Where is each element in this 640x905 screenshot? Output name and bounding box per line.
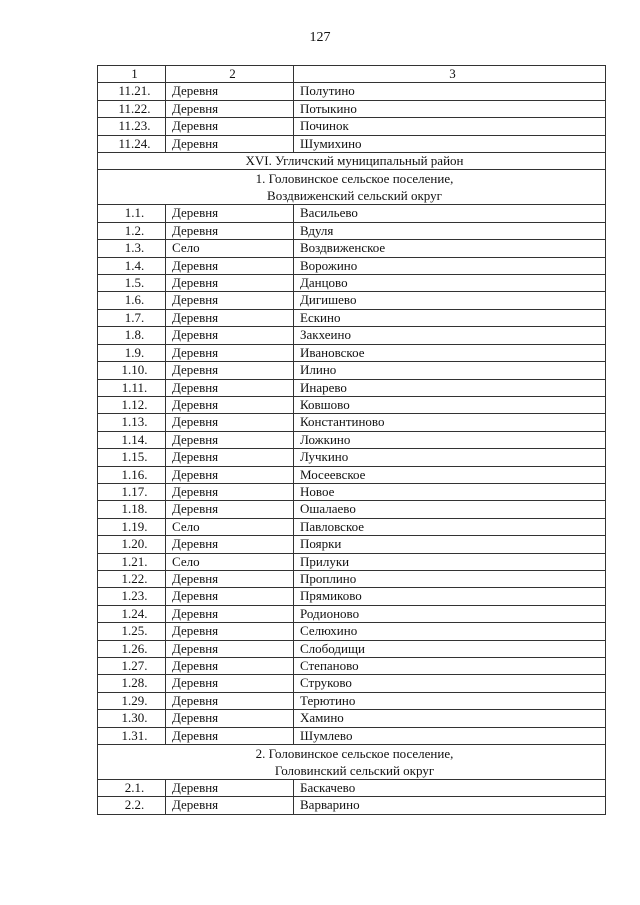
settlement-type: Деревня	[166, 222, 294, 239]
table-row	[98, 379, 606, 396]
row-number: 1.14.	[98, 431, 166, 448]
settlement-name: Терютино	[294, 692, 606, 709]
settlement-name: Вдуля	[294, 222, 606, 239]
settlement-name: Дигишево	[294, 292, 606, 309]
table-row	[98, 205, 606, 222]
table-row	[98, 292, 606, 309]
table-row	[98, 362, 606, 379]
section-title: XVI. Угличский муниципальный район	[98, 153, 606, 170]
settlement-type: Село	[166, 240, 294, 257]
settlement-type: Деревня	[166, 605, 294, 622]
settlement-name: Данцово	[294, 275, 606, 292]
settlement-type: Деревня	[166, 414, 294, 431]
settlement-name: Селюхино	[294, 623, 606, 640]
settlement-name: Ескино	[294, 309, 606, 326]
table-row	[98, 344, 606, 361]
settlement-type: Деревня	[166, 570, 294, 587]
table-row	[98, 780, 606, 797]
row-number: 1.15.	[98, 449, 166, 466]
row-number: 11.21.	[98, 83, 166, 100]
settlement-name: Инарево	[294, 379, 606, 396]
row-number: 1.10.	[98, 362, 166, 379]
settlement-name: Закхеино	[294, 327, 606, 344]
settlement-name: Ковшово	[294, 396, 606, 413]
settlement-type: Деревня	[166, 449, 294, 466]
subsection-row	[98, 745, 606, 780]
settlement-type: Деревня	[166, 501, 294, 518]
settlement-type: Деревня	[166, 362, 294, 379]
settlement-type: Деревня	[166, 292, 294, 309]
table-row	[98, 658, 606, 675]
column-number-row	[98, 66, 606, 83]
settlement-type: Деревня	[166, 100, 294, 117]
settlement-type: Деревня	[166, 309, 294, 326]
table-row	[98, 222, 606, 239]
row-number: 1.8.	[98, 327, 166, 344]
row-number: 1.21.	[98, 553, 166, 570]
settlement-type: Деревня	[166, 780, 294, 797]
table-row	[98, 414, 606, 431]
table-row	[98, 327, 606, 344]
row-number: 1.28.	[98, 675, 166, 692]
settlement-type: Деревня	[166, 83, 294, 100]
table-row	[98, 275, 606, 292]
settlement-name: Павловское	[294, 518, 606, 535]
row-number: 2.1.	[98, 780, 166, 797]
row-number: 11.23.	[98, 118, 166, 135]
row-number: 1.25.	[98, 623, 166, 640]
column-number-2: 2	[166, 66, 294, 83]
subsection-title	[98, 170, 606, 205]
settlement-name: Мосеевское	[294, 466, 606, 483]
row-number: 1.11.	[98, 379, 166, 396]
settlement-type: Деревня	[166, 640, 294, 657]
table-row	[98, 536, 606, 553]
table-row	[98, 710, 606, 727]
column-number-1: 1	[98, 66, 166, 83]
table-row	[98, 518, 606, 535]
settlement-name: Родионово	[294, 605, 606, 622]
settlement-name: Илино	[294, 362, 606, 379]
settlement-type: Деревня	[166, 379, 294, 396]
table-row	[98, 623, 606, 640]
table-row	[98, 309, 606, 326]
table-row	[98, 466, 606, 483]
settlement-name: Потыкино	[294, 100, 606, 117]
settlement-type: Деревня	[166, 710, 294, 727]
settlement-type: Деревня	[166, 588, 294, 605]
row-number: 1.24.	[98, 605, 166, 622]
table-row	[98, 240, 606, 257]
row-number: 1.3.	[98, 240, 166, 257]
row-number: 1.17.	[98, 483, 166, 500]
table-row	[98, 257, 606, 274]
settlement-type: Деревня	[166, 727, 294, 744]
table-row	[98, 449, 606, 466]
row-number: 1.22.	[98, 570, 166, 587]
row-number: 1.16.	[98, 466, 166, 483]
settlement-name: Струково	[294, 675, 606, 692]
settlement-name: Степаново	[294, 658, 606, 675]
table-body	[98, 66, 606, 815]
settlement-name: Новое	[294, 483, 606, 500]
settlement-name: Ложкино	[294, 431, 606, 448]
settlement-type: Деревня	[166, 797, 294, 814]
settlement-type: Деревня	[166, 431, 294, 448]
settlement-name: Шумлево	[294, 727, 606, 744]
table-row	[98, 135, 606, 152]
row-number: 11.24.	[98, 135, 166, 152]
settlement-type: Деревня	[166, 327, 294, 344]
settlement-name: Поярки	[294, 536, 606, 553]
row-number: 1.29.	[98, 692, 166, 709]
row-number: 1.13.	[98, 414, 166, 431]
settlements-table	[97, 65, 606, 815]
settlement-type: Село	[166, 518, 294, 535]
settlement-name: Варварино	[294, 797, 606, 814]
table-row	[98, 431, 606, 448]
row-number: 1.23.	[98, 588, 166, 605]
row-number: 1.9.	[98, 344, 166, 361]
settlement-type: Деревня	[166, 483, 294, 500]
row-number: 1.2.	[98, 222, 166, 239]
settlement-type: Деревня	[166, 692, 294, 709]
settlement-type: Деревня	[166, 466, 294, 483]
row-number: 1.12.	[98, 396, 166, 413]
settlement-type: Деревня	[166, 536, 294, 553]
settlement-name: Прямиково	[294, 588, 606, 605]
settlement-name: Васильево	[294, 205, 606, 222]
settlement-name: Проплино	[294, 570, 606, 587]
settlement-name: Константиново	[294, 414, 606, 431]
settlement-type: Деревня	[166, 658, 294, 675]
settlement-name: Ивановское	[294, 344, 606, 361]
table-row	[98, 100, 606, 117]
table-row	[98, 588, 606, 605]
section-row	[98, 153, 606, 170]
table-row	[98, 727, 606, 744]
subsection-row	[98, 170, 606, 205]
settlement-type: Деревня	[166, 396, 294, 413]
settlement-name: Шумихино	[294, 135, 606, 152]
page-number: 127	[309, 30, 331, 45]
table-row	[98, 118, 606, 135]
row-number: 1.31.	[98, 727, 166, 744]
settlement-name: Баскачево	[294, 780, 606, 797]
row-number: 1.19.	[98, 518, 166, 535]
row-number: 1.20.	[98, 536, 166, 553]
settlement-type: Деревня	[166, 623, 294, 640]
settlement-type: Деревня	[166, 344, 294, 361]
table-row	[98, 692, 606, 709]
table-row	[98, 553, 606, 570]
subsection-title	[98, 745, 606, 780]
table-row	[98, 797, 606, 814]
settlement-name: Ошалаево	[294, 501, 606, 518]
settlement-name: Прилуки	[294, 553, 606, 570]
table-row	[98, 501, 606, 518]
table-row	[98, 675, 606, 692]
table-row	[98, 396, 606, 413]
settlement-name: Хамино	[294, 710, 606, 727]
table-row	[98, 570, 606, 587]
settlement-type: Деревня	[166, 275, 294, 292]
table-row	[98, 640, 606, 657]
settlement-type: Село	[166, 553, 294, 570]
row-number: 1.18.	[98, 501, 166, 518]
settlement-type: Деревня	[166, 118, 294, 135]
subsection-title-line: Головинский сельский округ	[274, 763, 435, 779]
row-number: 1.4.	[98, 257, 166, 274]
subsection-title-line: 2. Головинское сельское поселение,	[255, 746, 454, 762]
row-number: 1.6.	[98, 292, 166, 309]
settlement-name: Починок	[294, 118, 606, 135]
settlement-type: Деревня	[166, 257, 294, 274]
settlement-name: Ворожино	[294, 257, 606, 274]
row-number: 1.5.	[98, 275, 166, 292]
settlement-name: Лучкино	[294, 449, 606, 466]
row-number: 11.22.	[98, 100, 166, 117]
row-number: 1.30.	[98, 710, 166, 727]
row-number: 1.1.	[98, 205, 166, 222]
settlement-name: Воздвиженское	[294, 240, 606, 257]
settlement-name: Полутино	[294, 83, 606, 100]
column-number-3: 3	[294, 66, 606, 83]
row-number: 1.27.	[98, 658, 166, 675]
table-row	[98, 483, 606, 500]
settlement-type: Деревня	[166, 135, 294, 152]
settlement-type: Деревня	[166, 675, 294, 692]
settlement-type: Деревня	[166, 205, 294, 222]
row-number: 2.2.	[98, 797, 166, 814]
settlement-name: Слободищи	[294, 640, 606, 657]
table-row	[98, 605, 606, 622]
row-number: 1.26.	[98, 640, 166, 657]
subsection-title-line: 1. Головинское сельское поселение,	[255, 171, 454, 187]
table-row	[98, 83, 606, 100]
row-number: 1.7.	[98, 309, 166, 326]
subsection-title-line: Воздвиженский сельский округ	[267, 188, 442, 204]
